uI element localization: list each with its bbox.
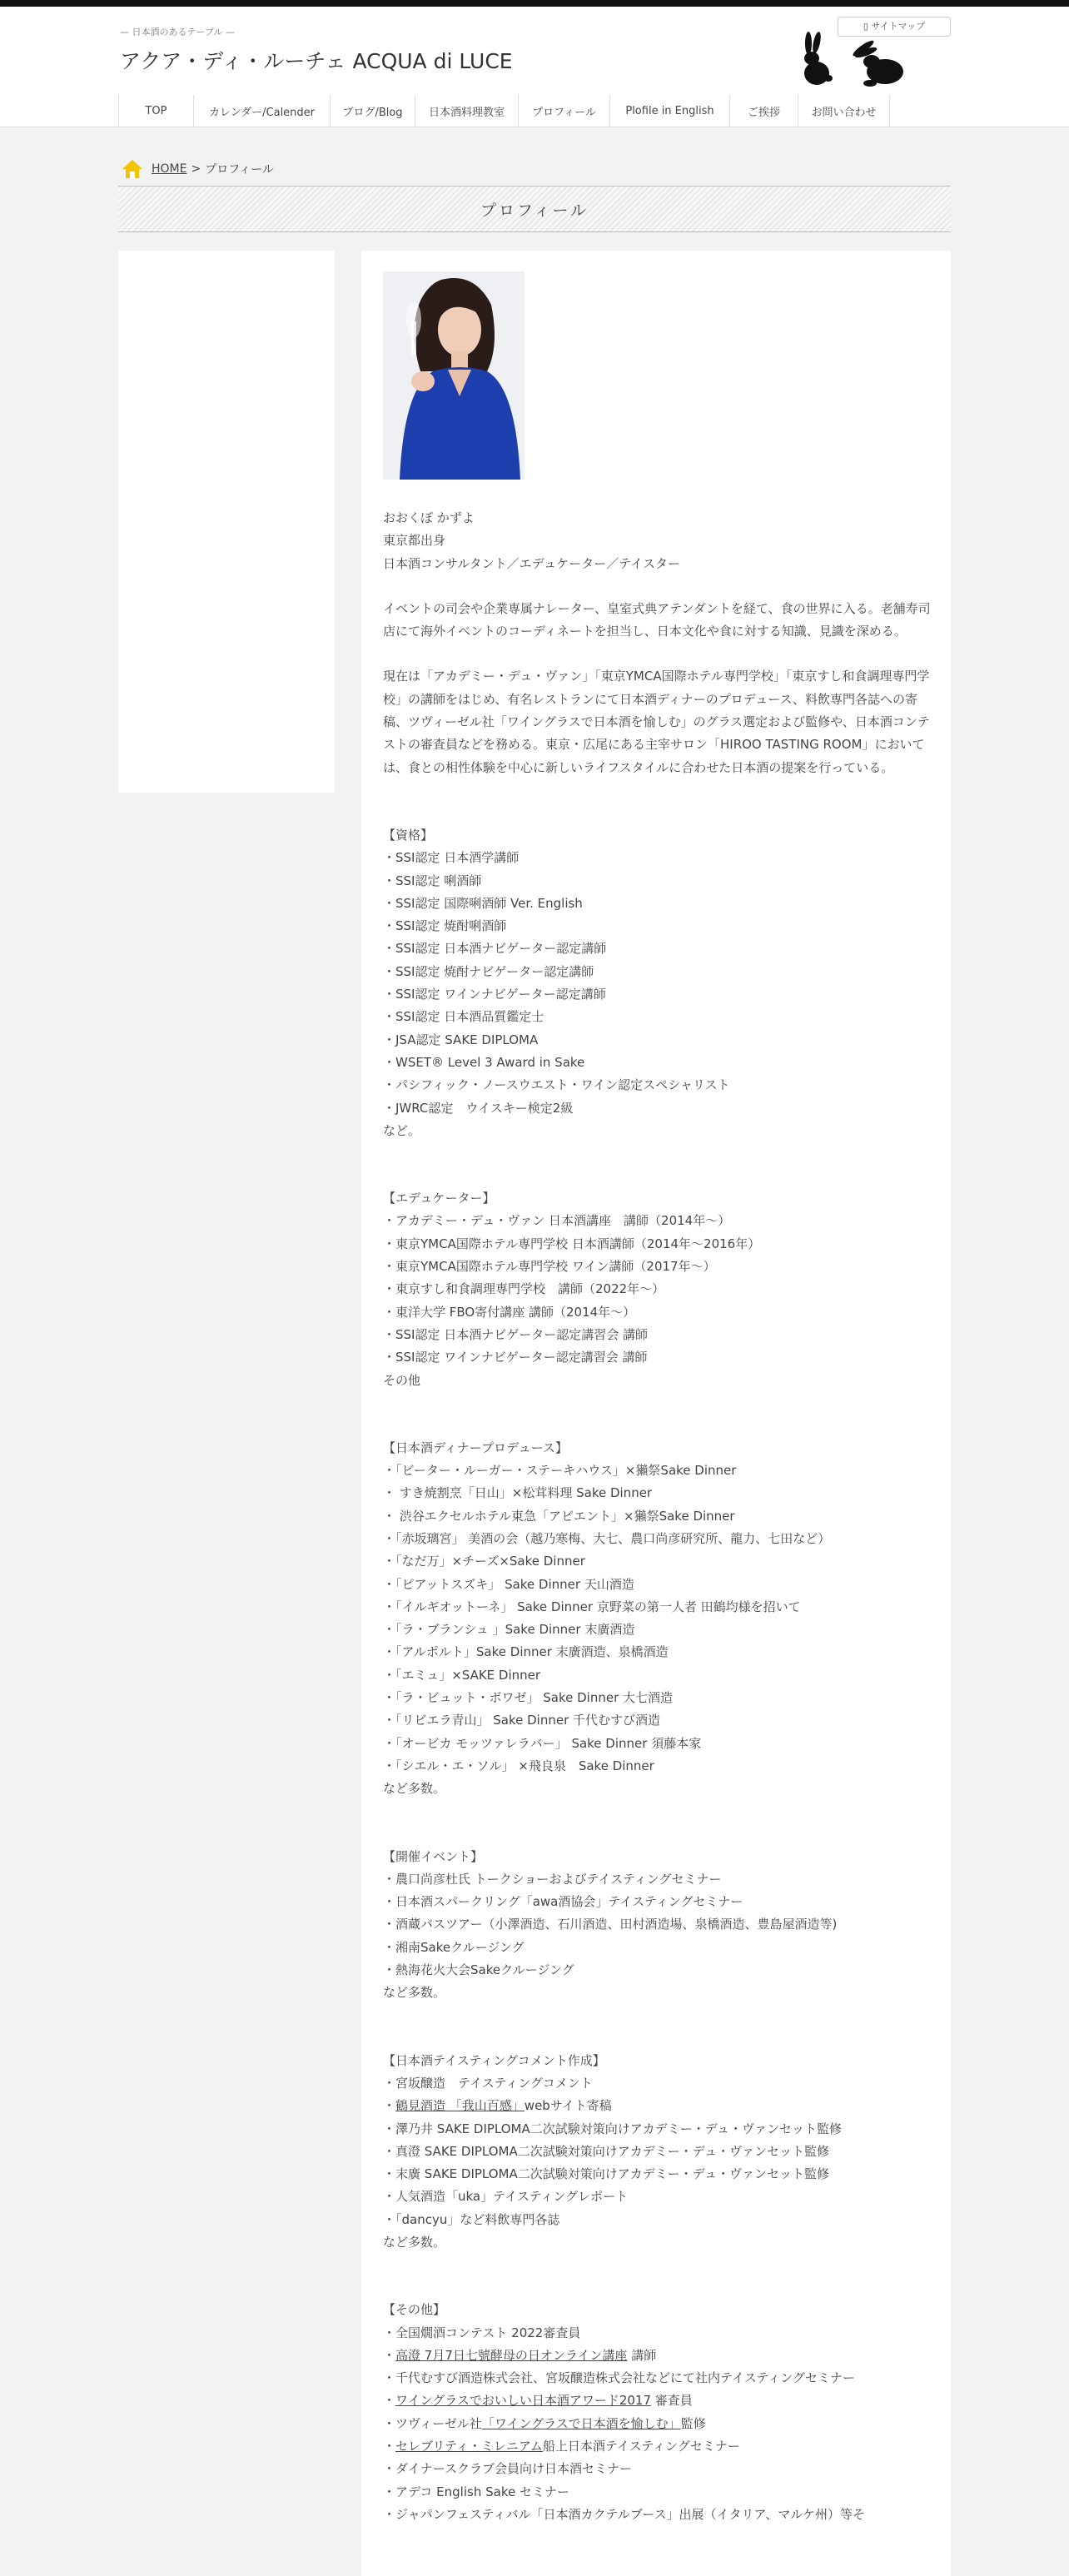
item-text: ・ダイナースクラブ会員向け日本酒セミナー <box>383 2461 632 2477</box>
item-text: 審査員 <box>651 2393 693 2409</box>
list-item <box>383 2345 932 2367</box>
list-item: ・東京YMCA国際ホテル専門学校 日本酒講師（2014年〜2016年） <box>383 1236 761 1251</box>
section-footer: など多数。 <box>383 1781 446 1797</box>
nav-item-profile[interactable]: プロフィール <box>519 95 610 127</box>
item-text: ・ <box>383 2439 396 2454</box>
breadcrumb-separator: > <box>191 162 201 176</box>
item-text: 講師 <box>627 2347 657 2363</box>
list-item: ・SSI認定 唎酒師 <box>383 873 482 888</box>
list-item: ・「ビーター・ルーガー・ステーキハウス」×獺祭Sake Dinner <box>383 1463 737 1479</box>
site-title[interactable]: アクア・ディ・ルーチェ ACQUA di LUCE <box>120 49 513 73</box>
item-text: ・ <box>383 2347 396 2363</box>
page-title: プロフィール <box>480 201 589 220</box>
list-item: ・日本酒スパークリング「awa酒協会」テイスティングセミナー <box>383 1894 743 1910</box>
list-item: ・SSI認定 日本酒ナビゲーター認定講習会 講師 <box>383 1326 649 1342</box>
list-item <box>383 2435 932 2458</box>
section-heading: 【日本酒テイスティングコメント作成】 <box>383 2052 605 2068</box>
list-item: ・アカデミー・デュ・ヴァン 日本酒講座 講師（2014年〜） <box>383 1213 731 1229</box>
list-item: ・「アルポルト」Sake Dinner 末廣酒造、泉橋酒造 <box>383 1644 669 1660</box>
list-item: ・熱海花火大会Sakeクルージング <box>383 1962 574 1978</box>
list-item: ・WSET® Level 3 Award in Sake <box>383 1054 585 1070</box>
sitemap-button[interactable] <box>838 17 951 37</box>
section-dinner-produce <box>383 1437 932 1801</box>
list-item: ・SSI認定 日本酒学講師 <box>383 850 520 866</box>
top-bar <box>0 0 1069 7</box>
nav-item-greeting[interactable]: ご挨拶 <box>730 95 798 127</box>
list-item: ・「エミュ」×SAKE Dinner <box>383 1667 541 1683</box>
item-text: ・真澄 SAKE DIPLOMA二次試験対策向けアカデミー・デュ・ヴァンセット監修 <box>383 2143 830 2159</box>
breadcrumb <box>122 159 274 179</box>
item-text: ・全国燗酒コンテスト 2022審査員 <box>383 2325 581 2340</box>
section-footer: など多数。 <box>383 1985 446 2001</box>
breadcrumb-current: プロフィール <box>205 163 274 177</box>
nav-item-contact[interactable]: お問い合わせ <box>798 95 890 127</box>
section-footer: など。 <box>383 1122 421 1138</box>
list-item: ・「なだ万」×チーズ×Sake Dinner <box>383 1554 585 1569</box>
profile-text <box>383 507 932 2526</box>
section-educator <box>383 1187 932 1392</box>
breadcrumb-home-link[interactable]: HOME <box>152 162 187 176</box>
rabbit-logo-icon <box>847 40 905 88</box>
list-item: ・ すき焼割烹「日山」×松茸料理 Sake Dinner <box>383 1485 653 1501</box>
section-footer: など多数。 <box>383 2235 446 2250</box>
sitemap-icon: ▯ <box>863 21 868 32</box>
list-item: ・「イルギオットーネ」 Sake Dinner 京野菜の第一人者 田鶴均様を招いて <box>383 1599 801 1614</box>
list-item <box>383 2186 932 2208</box>
list-item: ・SSI認定 国際唎酒師 Ver. English <box>383 895 583 911</box>
list-item <box>383 2367 932 2390</box>
list-item: ・「オービカ モッツァレラバー」 Sake Dinner 須藤本家 <box>383 1735 702 1751</box>
item-text: ・末廣 SAKE DIPLOMA二次試験対策向けアカデミー・デュ・ヴァンセット監修 <box>383 2166 830 2182</box>
section-footer: その他 <box>383 1372 421 1388</box>
list-item <box>383 2322 932 2345</box>
list-item: ・湘南Sakeクルージング <box>383 1939 525 1955</box>
list-item: ・SSI認定 日本酒品質鑑定士 <box>383 1009 544 1025</box>
item-text: ・宮坂醸造 テイスティングコメント <box>383 2075 593 2091</box>
nav-item-cooking-class[interactable]: 日本酒料理教室 <box>415 95 519 127</box>
nav-item-calendar[interactable]: カレンダー/Calender <box>194 95 331 127</box>
nav-item-top[interactable]: TOP <box>119 95 194 127</box>
profile-paragraph: 現在は「アカデミー・デュ・ヴァン」「東京YMCA国際ホテル専門学校」「東京すし和食調理専門学校」の講師をはじめ、有名レストランにて日本酒ディナーのプロデュース、料飲専門各誌への寄稿、ツヴィーゼル社「ワイングラスで日本酒を愉しむ」のグラス選定および監修や、日本酒コンテストの審査員などを務める。東京・広尾にある主宰サロン「HIROO TASTING ROOM」においては、食との相性体験を中心に新しいライフスタイルに合わせた日本酒の提案を行っている。 <box>383 669 930 775</box>
profile-content <box>361 251 951 2576</box>
section-heading: 【その他】 <box>383 2302 446 2318</box>
site-header <box>0 7 1069 127</box>
item-text: ・人気酒造「uka」テイスティングレポート <box>383 2189 629 2205</box>
list-item <box>383 2118 932 2141</box>
list-item: ・酒蔵バスツアー（小澤酒造、石川酒造、田村酒造場、泉橋酒造、豊島屋酒造等) <box>383 1917 838 1932</box>
list-item: ・「ピアットスズキ」 Sake Dinner 天山酒造 <box>383 1576 634 1592</box>
home-icon <box>122 159 143 179</box>
list-item: ・SSI認定 ワインナビゲーター認定講習会 講師 <box>383 1350 648 1365</box>
award-2017-link[interactable]: ワイングラスでおいしい日本酒アワード2017 <box>395 2393 651 2409</box>
item-text: ・「dancyu」など料飲専門各誌 <box>383 2211 560 2227</box>
sitemap-label: サイトマップ <box>871 21 926 32</box>
wineglass-sake-link[interactable]: 「ワイングラスで日本酒を愉しむ」 <box>481 2415 681 2431</box>
list-item: ・「ラ・ビュット・ボワゼ」 Sake Dinner 大七酒造 <box>383 1690 674 1706</box>
item-text: webサイト寄稿 <box>524 2098 612 2114</box>
item-text: 監修 <box>680 2415 706 2431</box>
list-item: ・「シエル・エ・ソル」 ×飛良泉 Sake Dinner <box>383 1758 654 1773</box>
list-item <box>383 2413 932 2435</box>
profile-role: 日本酒コンサルタント／エデュケーター／テイスター <box>383 555 681 571</box>
item-text: ・ <box>383 2098 396 2114</box>
item-text: 船上日本酒テイスティングセミナー <box>542 2439 740 2454</box>
list-item: ・「リビエラ青山」 Sake Dinner 千代むすび酒造 <box>383 1713 661 1728</box>
list-item: ・SSI認定 日本酒ナビゲーター認定講師 <box>383 941 607 957</box>
list-item <box>383 2141 932 2163</box>
section-heading: 【日本酒ディナープロデュース】 <box>383 1440 568 1455</box>
profile-paragraph: イベントの司会や企業専属ナレーター、皇室式典アテンダントを経て、食の世界に入る。老舗寿司店にて海外イベントのコーディネートを担当し、日本文化や食に対する知識、見識を深める。 <box>383 600 931 639</box>
page-title-bar <box>118 186 951 232</box>
site-tagline: — 日本酒のあるテーブル — <box>120 27 236 37</box>
list-item: ・JWRC認定 ウイスキー検定2級 <box>383 1100 574 1116</box>
list-item: ・「ラ・ブランシュ 」Sake Dinner 末廣酒造 <box>383 1622 635 1638</box>
section-heading: 【開催イベント】 <box>383 1848 484 1864</box>
profile-origin: 東京都出身 <box>383 533 446 549</box>
item-text: ・ジャパンフェスティバル「日本酒カクテルブース」出展（イタリア、マルケ州）等そ <box>383 2506 866 2522</box>
section-other <box>383 2299 932 2526</box>
list-item: ・JSA認定 SAKE DIPLOMA <box>383 1032 539 1047</box>
item-text: ・ツヴィーゼル社 <box>383 2415 482 2431</box>
list-item <box>383 2163 932 2186</box>
list-item: ・SSI認定 焼酎唎酒師 <box>383 918 507 934</box>
list-item: ・パシフィック・ノースウエスト・ワイン認定スペシャリスト <box>383 1077 730 1093</box>
list-item <box>383 2458 932 2480</box>
rabbit-logo-icon <box>797 32 835 85</box>
list-item <box>383 2072 932 2095</box>
profile-name: おおくぼ かずよ <box>383 510 475 525</box>
section-tasting-comments <box>383 2050 932 2255</box>
item-text: ・ <box>383 2393 396 2409</box>
header-inner <box>118 7 951 127</box>
section-heading: 【エデュケーター】 <box>383 1191 495 1206</box>
item-text: ・澤乃井 SAKE DIPLOMA二次試験対策向けアカデミー・デュ・ヴァンセット監修 <box>383 2121 843 2136</box>
item-text: ・アデコ English Sake セミナー <box>383 2484 569 2499</box>
list-item: ・ 渋谷エクセルホテル東急「アピエント」×獺祭Sake Dinner <box>383 1508 735 1524</box>
online-course-link[interactable]: 高澄 7月7日七號酵母の日オンライン講座 <box>395 2347 628 2363</box>
section-qualifications <box>383 824 932 1142</box>
section-events <box>383 1846 932 2005</box>
gazan-hyakkan-link[interactable]: 鶴見酒造 「我山百感」 <box>395 2098 525 2114</box>
sidebar <box>118 251 335 793</box>
list-item <box>383 2504 932 2526</box>
main-nav <box>118 95 890 127</box>
celebrity-millennium-link[interactable]: セレブリティ・ミレニアム <box>395 2439 543 2454</box>
list-item: ・東京YMCA国際ホテル専門学校 ワイン講師（2017年〜） <box>383 1259 716 1275</box>
list-item <box>383 2209 932 2231</box>
list-item: ・「赤坂璃宮」 美酒の会（越乃寒梅、大七、農口尚彦研究所、龍力、七田など） <box>383 1530 831 1546</box>
list-item <box>383 2481 932 2504</box>
list-item: ・東京すし和食調理専門学校 講師（2022年〜） <box>383 1281 665 1297</box>
list-item <box>383 2095 932 2117</box>
list-item: ・SSI認定 ワインナビゲーター認定講師 <box>383 987 606 1002</box>
nav-item-profile-english[interactable]: Plofile in English <box>610 95 730 127</box>
list-item <box>383 2390 932 2412</box>
nav-item-blog[interactable]: ブログ/Blog <box>331 95 415 127</box>
profile-photo <box>383 271 525 480</box>
item-text: ・千代むすび酒造株式会社、宮坂醸造株式会社などにて社内テイスティングセミナー <box>383 2370 856 2386</box>
section-heading: 【資格】 <box>383 827 434 843</box>
list-item: ・SSI認定 焼酎ナビゲーター認定講師 <box>383 963 594 979</box>
list-item: ・東洋大学 FBO寄付講座 講師（2014年〜） <box>383 1304 636 1320</box>
list-item: ・農口尚彦杜氏 トークショーおよびテイスティングセミナー <box>383 1871 722 1887</box>
